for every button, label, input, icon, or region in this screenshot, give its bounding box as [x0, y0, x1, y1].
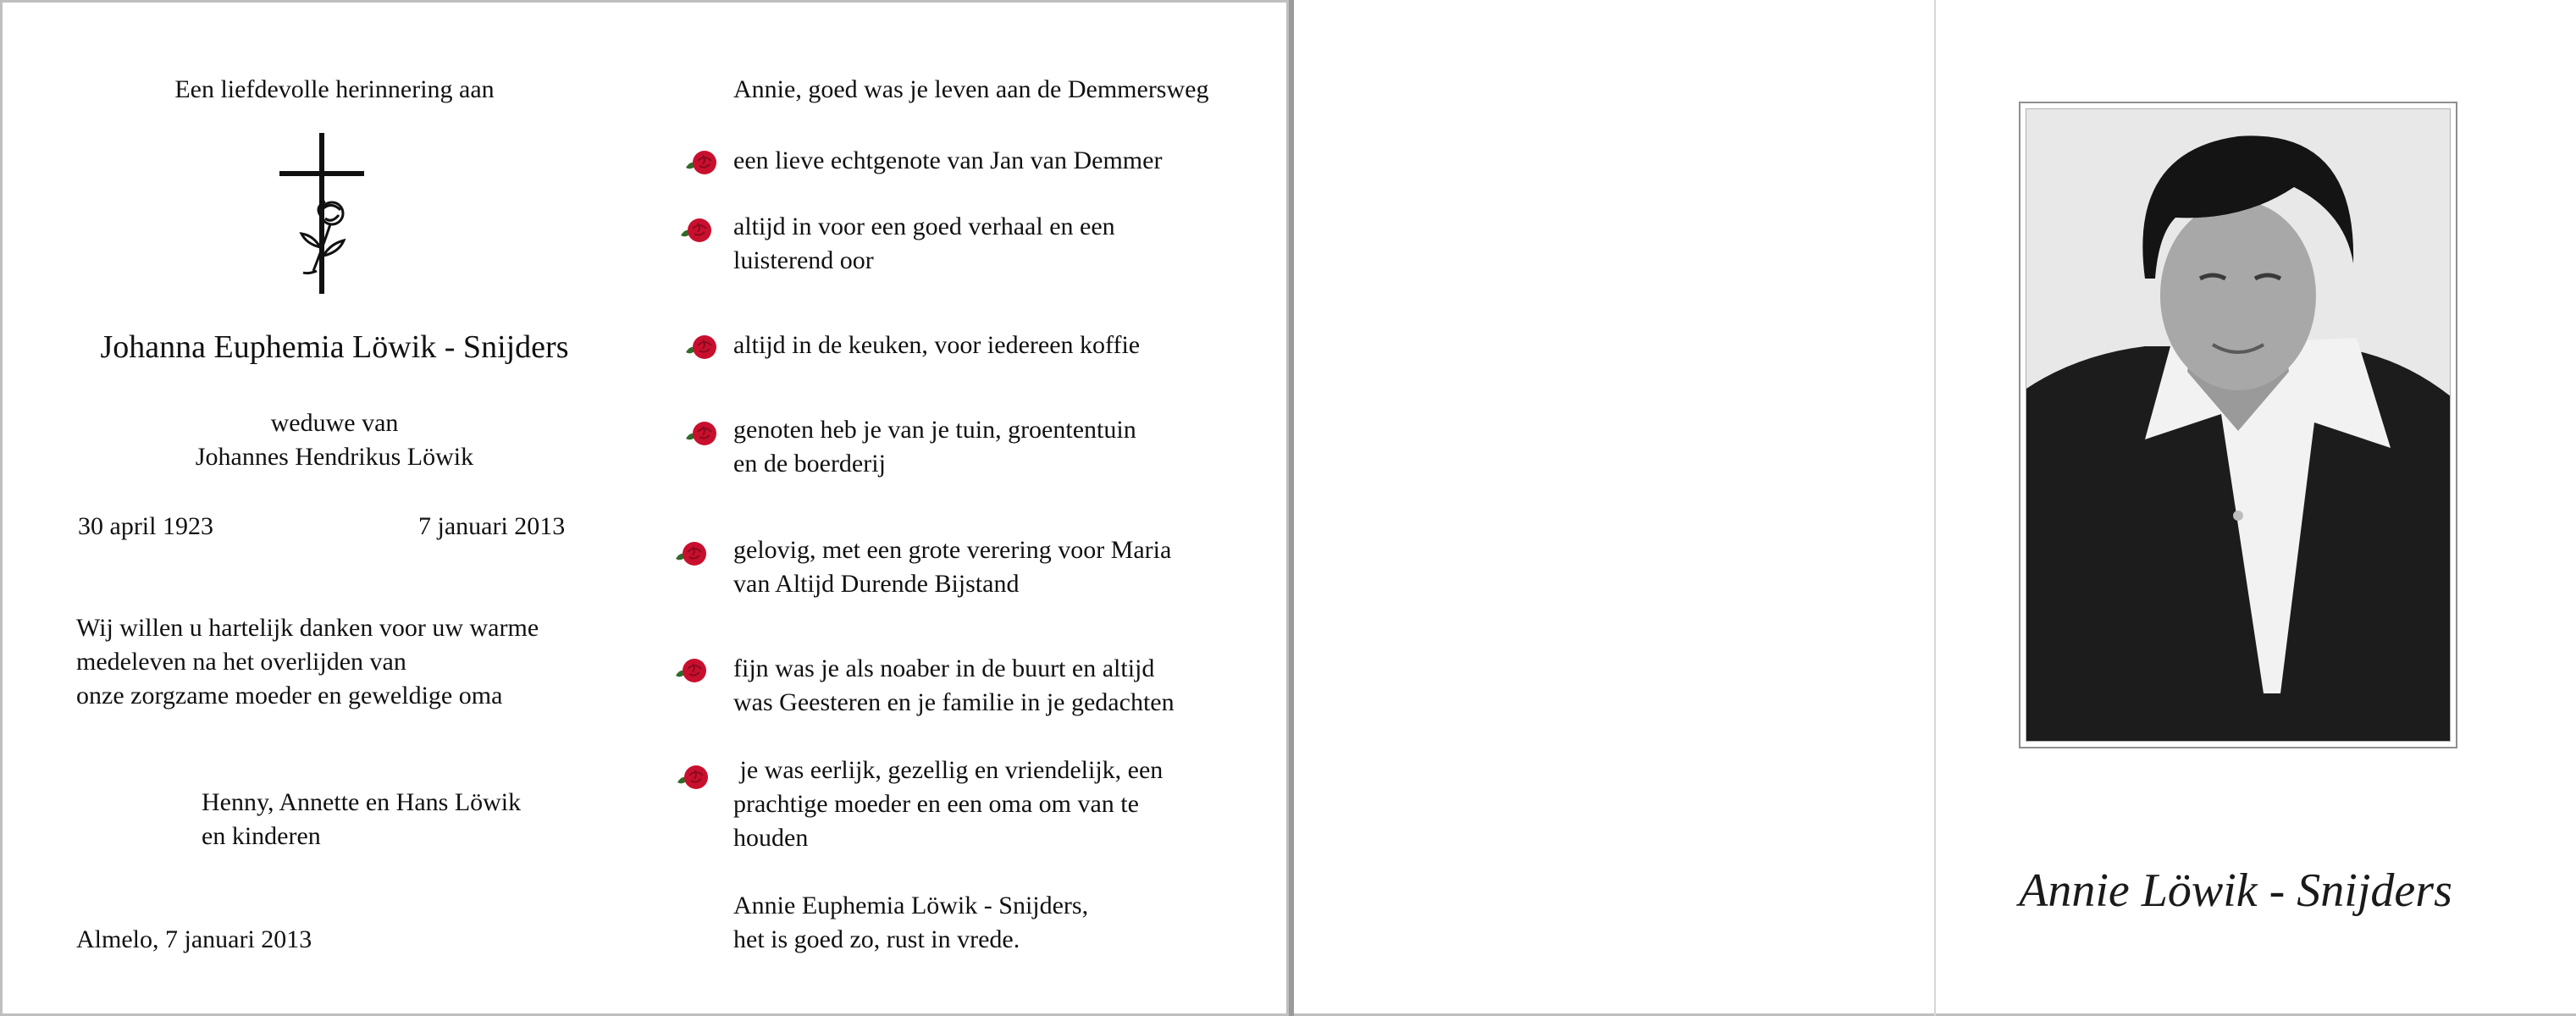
poem-line: gelovig, met een grote verering voor Maria: [733, 536, 1172, 564]
family-line: Henny, Annette en Hans Löwik: [202, 788, 522, 816]
cover-name-signature: Annie Löwik - Snijders: [2019, 864, 2452, 917]
poem-line: fijn was je als noaber in de buurt en altijd: [733, 654, 1155, 682]
poem-closing-line: Annie Euphemia Löwik - Snijders,: [733, 892, 1089, 919]
rose-icon: [683, 144, 720, 181]
rose-icon: [672, 652, 710, 689]
rose-icon: [674, 759, 711, 796]
poem-line: was Geesteren en je familie in je gedachten: [733, 688, 1175, 716]
poem-line: altijd in voor een goed verhaal en een: [733, 213, 1115, 240]
place-date: Almelo, 7 januari 2013: [76, 925, 312, 953]
poem-line: prachtige moeder en een oma om van te: [733, 790, 1139, 818]
family-line: en kinderen: [202, 822, 321, 850]
poem-line: en de boerderij: [733, 450, 886, 478]
thanks-line: medeleven na het overlijden van: [76, 648, 406, 676]
card-left-edge: [0, 0, 3, 1016]
thanks-line: onze zorgzame moeder en geweldige oma: [76, 682, 503, 710]
poem-opening: Annie, goed was je leven aan de Demmersweg: [733, 75, 1209, 103]
poem-line: genoten heb je van je tuin, groententuin: [733, 416, 1136, 444]
rose-icon: [683, 329, 720, 366]
rose-icon: [677, 212, 715, 249]
poem-line: van Altijd Durende Bijstand: [733, 570, 1020, 598]
card-top-edge: [0, 0, 1289, 3]
deceased-full-name: Johanna Euphemia Löwik - Snijders: [100, 329, 569, 365]
portrait-image: [2026, 109, 2451, 742]
death-date: 7 januari 2013: [418, 512, 566, 540]
poem-closing-line: het is goed zo, rust in vrede.: [733, 925, 1020, 953]
cross-with-rose-icon: [271, 129, 373, 298]
intro-text: Een liefdevolle herinnering aan: [174, 75, 495, 103]
birth-date: 30 april 1923: [78, 512, 213, 540]
poem-line: luisterend oor: [733, 246, 874, 274]
portrait-photo: [2026, 108, 2451, 742]
rose-icon: [672, 535, 710, 572]
spouse-name: Johannes Hendrikus Löwik: [195, 443, 474, 471]
poem-line: altijd in de keuken, voor iedereen koffie: [733, 331, 1141, 359]
thanks-line: Wij willen u hartelijk danken voor uw warme: [76, 614, 539, 642]
poem-line: een lieve echtgenote van Jan van Demmer: [733, 146, 1163, 174]
fold-line: [1934, 0, 1936, 1016]
poem-line: je was eerlijk, gezellig en vriendelijk, een: [733, 756, 1164, 784]
rose-icon: [683, 415, 720, 452]
poem-line: houden: [733, 824, 809, 852]
widow-of-label: weduwe van: [270, 409, 399, 437]
